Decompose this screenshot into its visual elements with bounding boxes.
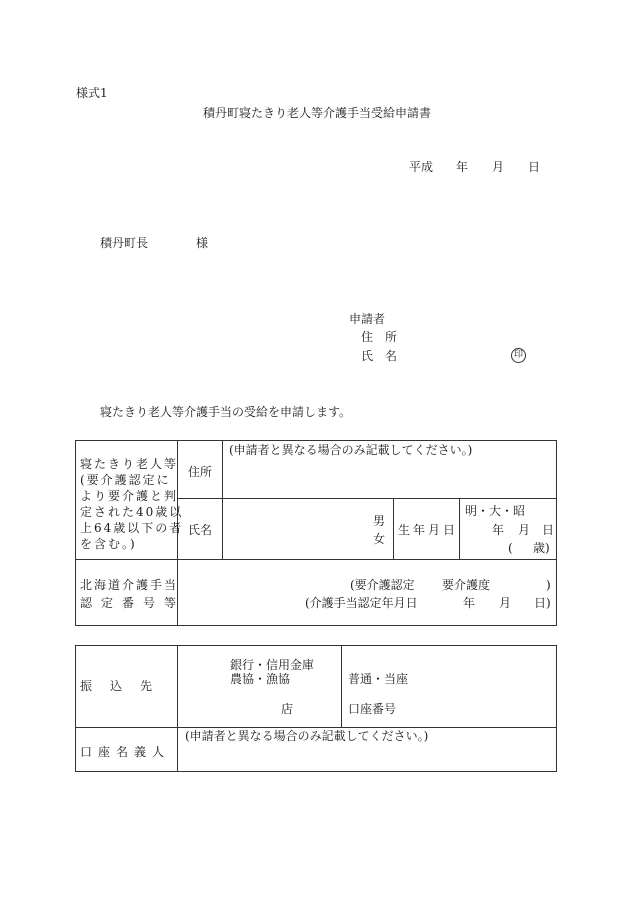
date-year: 年 bbox=[456, 160, 469, 174]
recipient-name: 積丹町長 bbox=[100, 236, 149, 250]
sex-female-option[interactable]: 女 bbox=[373, 532, 386, 546]
applicant-label: 申請者 bbox=[349, 312, 386, 326]
address-note: (申請者と異なる場合のみ記載してください。) bbox=[229, 443, 473, 457]
cert-date-close: 日) bbox=[534, 596, 551, 610]
name-label: 氏名 bbox=[188, 523, 213, 537]
name-field[interactable] bbox=[223, 499, 373, 558]
address-label: 住所 bbox=[188, 465, 213, 479]
seal-mark-icon: 印 bbox=[511, 348, 526, 363]
cert-date-year: 年 bbox=[463, 596, 476, 610]
holder-field[interactable] bbox=[178, 745, 556, 771]
cert-date-open: (介護手当認定年月日 bbox=[305, 596, 418, 610]
cert-field[interactable] bbox=[178, 560, 556, 625]
cert-close: ) bbox=[546, 578, 551, 592]
date-era: 平成 bbox=[409, 160, 434, 174]
dob-label: 生年月日 bbox=[398, 523, 459, 537]
age-close: 歳) bbox=[533, 541, 550, 555]
dob-year: 年 bbox=[492, 523, 505, 537]
branch-suffix: 店 bbox=[281, 702, 294, 716]
transfer-label: 振込先 bbox=[80, 679, 171, 693]
age-open: ( bbox=[508, 541, 513, 555]
application-form-page: 様式1 積丹町寝たきり老人等介護手当受給申請書 平成 年 月 日 積丹町長 様 申請者 住 所 氏 名 印 寝たきり老人等介護手当の受給を申請します。 寝たきり老人等 (要介護認定に より要介護と判 定された40歳以 上64歳以下の者 を含む。) 住所 (申請者と異なる場合のみ記載してください。) 氏名 男 女 生年月日 明・大・昭 年 月 日 ( 歳) 北海道介護手当 認定番号等 (要介護認定 要介護度 ) (介護手当認定年月日 年 月 日) 振込先 銀行・信用金庫 農協・漁協 店 普通・当座 口座番号 口座名義人 (申請者と異なる場合のみ記載してください。) bbox=[0, 0, 630, 915]
recipient-honorific: 様 bbox=[196, 236, 209, 250]
form-title: 積丹町寝たきり老人等介護手当受給申請書 bbox=[203, 106, 432, 120]
cert-level-label: 要介護度 bbox=[442, 578, 491, 592]
sex-male-option[interactable]: 男 bbox=[373, 514, 386, 528]
form-number: 様式1 bbox=[76, 86, 108, 100]
cert-label-line2: 認定番号等 bbox=[80, 596, 186, 610]
cert-label-line1: 北海道介護手当 bbox=[80, 578, 179, 592]
cert-date-month: 月 bbox=[499, 596, 512, 610]
cert-open: (要介護認定 bbox=[350, 578, 415, 592]
account-types[interactable]: 普通・当座 bbox=[348, 672, 409, 686]
bank-types-line2[interactable]: 農協・漁協 bbox=[230, 672, 291, 686]
era-options[interactable]: 明・大・昭 bbox=[465, 504, 526, 518]
applicant-address-label: 住 所 bbox=[361, 330, 398, 344]
address-field[interactable] bbox=[223, 460, 556, 497]
account-number-label: 口座番号 bbox=[348, 702, 397, 716]
date-day: 日 bbox=[528, 160, 541, 174]
holder-note: (申請者と異なる場合のみ記載してください。) bbox=[185, 729, 429, 743]
applicant-name-label: 氏 名 bbox=[361, 349, 398, 363]
holder-label: 口座名義人 bbox=[80, 745, 171, 759]
request-statement: 寝たきり老人等介護手当の受給を申請します。 bbox=[100, 405, 352, 419]
dob-day: 日 bbox=[542, 523, 555, 537]
date-month: 月 bbox=[492, 160, 505, 174]
dob-month: 月 bbox=[518, 523, 531, 537]
bank-types-line1[interactable]: 銀行・信用金庫 bbox=[230, 658, 315, 672]
